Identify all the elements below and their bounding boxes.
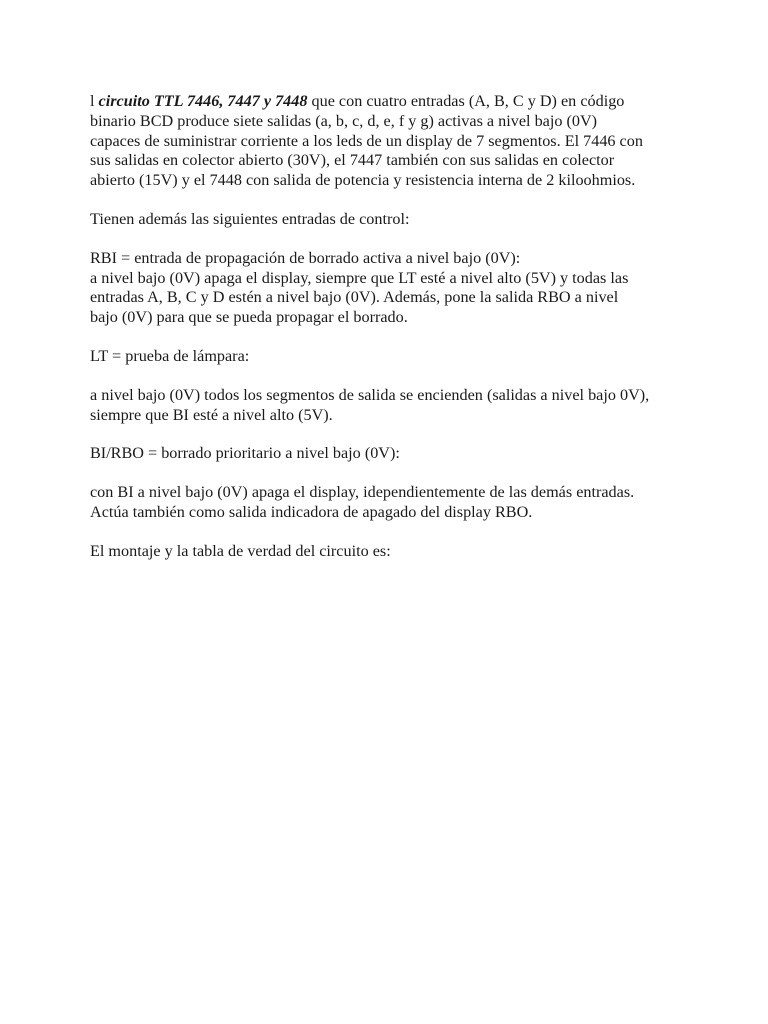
intro-lead: l bbox=[90, 92, 99, 110]
intro-paragraph bbox=[90, 92, 690, 191]
rbi-heading: RBI = entrada de propagación de borrado activa a nivel bajo (0V): bbox=[90, 248, 521, 267]
rbi-line-3: bajo (0V) para que se pueda propagar el borrado. bbox=[90, 308, 408, 327]
closing-paragraph: El montaje y la tabla de verdad del circuito es: bbox=[90, 541, 391, 560]
rbi-paragraph bbox=[90, 249, 690, 328]
intro-line-1 bbox=[90, 92, 690, 112]
rbi-line-2: entradas A, B, C y D estén a nivel bajo (0V). Además, pone la salida RBO a nivel bbox=[90, 288, 619, 307]
intro-line-1-rest: que con cuatro entradas (A, B, C y D) en código bbox=[307, 92, 625, 110]
control-intro-paragraph: Tienen además las siguientes entradas de control: bbox=[90, 209, 410, 228]
rbi-line-1: a nivel bajo (0V) apaga el display, siempre que LT esté a nivel alto (5V) y todas las bbox=[90, 268, 629, 287]
intro-line-5: abierto (15V) y el 7448 con salida de potencia y resistencia interna de 2 kiloohmios. bbox=[90, 171, 636, 190]
document-page bbox=[90, 92, 690, 562]
lt-line-1: a nivel bajo (0V) todos los segmentos de salida se encienden (salidas a nivel bajo 0V), bbox=[90, 385, 650, 404]
bi-rbo-line-2: Actúa también como salida indicadora de apagado del display RBO. bbox=[90, 502, 533, 521]
lt-line-2: siempre que BI esté a nivel alto (5V). bbox=[90, 405, 333, 424]
bi-rbo-line-1: con BI a nivel bajo (0V) apaga el display, idependientemente de las demás entradas. bbox=[90, 483, 635, 502]
lt-heading-paragraph: LT = prueba de lámpara: bbox=[90, 346, 250, 365]
intro-line-2: binario BCD produce siete salidas (a, b, c, d, e, f y g) activas a nivel bajo (0V) bbox=[90, 111, 598, 130]
intro-line-4: sus salidas en colector abierto (30V), el 7447 también con sus salidas en colector bbox=[90, 151, 615, 170]
circuit-name-emphasis: circuito TTL 7446, 7447 y 7448 bbox=[98, 92, 308, 110]
intro-line-3: capaces de suministrar corriente a los leds de un display de 7 segmentos. El 7446 con bbox=[90, 131, 643, 150]
bi-rbo-heading-paragraph: BI/RBO = borrado prioritario a nivel bajo (0V): bbox=[90, 444, 400, 463]
lt-paragraph bbox=[90, 386, 690, 426]
bi-rbo-paragraph bbox=[90, 483, 690, 523]
